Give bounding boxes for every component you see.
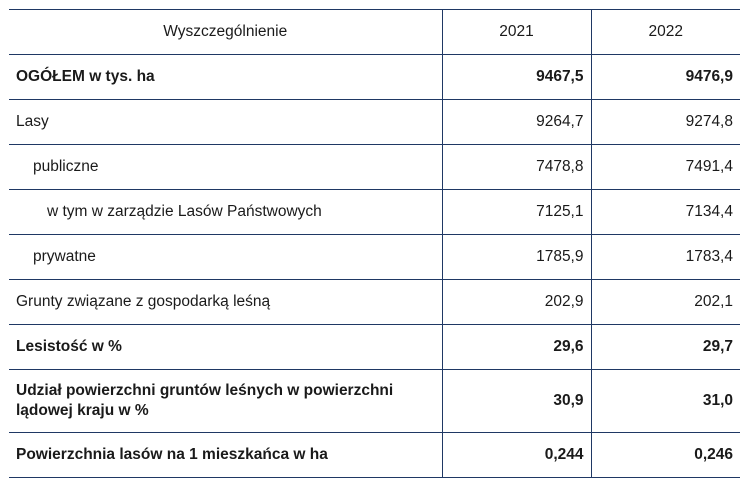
forest-area-table	[9, 9, 740, 478]
row-label: OGÓŁEM w tys. ha	[9, 55, 442, 100]
table-row	[9, 190, 740, 235]
row-label: w tym w zarządzie Lasów Państwowych	[9, 190, 442, 235]
value-2022: 0,246	[591, 433, 740, 478]
value-2021: 202,9	[442, 280, 591, 325]
table-row	[9, 235, 740, 280]
value-2021: 29,6	[442, 325, 591, 370]
row-label: Powierzchnia lasów na 1 mieszkańca w ha	[9, 433, 442, 478]
value-2021: 9467,5	[442, 55, 591, 100]
row-label: publiczne	[9, 145, 442, 190]
value-2022: 1783,4	[591, 235, 740, 280]
value-2021: 1785,9	[442, 235, 591, 280]
row-label: prywatne	[9, 235, 442, 280]
table-row	[9, 280, 740, 325]
table-row	[9, 145, 740, 190]
table-row	[9, 370, 740, 433]
value-2022: 9476,9	[591, 55, 740, 100]
table-row	[9, 55, 740, 100]
header-year-2022: 2022	[591, 10, 740, 55]
row-label: Udział powierzchni gruntów leśnych w powierzchni lądowej kraju w %	[9, 370, 442, 433]
row-label: Grunty związane z gospodarką leśną	[9, 280, 442, 325]
value-2021: 30,9	[442, 370, 591, 433]
value-2022: 29,7	[591, 325, 740, 370]
value-2021: 9264,7	[442, 100, 591, 145]
header-year-2021: 2021	[442, 10, 591, 55]
value-2022: 9274,8	[591, 100, 740, 145]
row-label: Lasy	[9, 100, 442, 145]
table-row	[9, 100, 740, 145]
value-2021: 7478,8	[442, 145, 591, 190]
table-row	[9, 433, 740, 478]
table-row	[9, 325, 740, 370]
header-label: Wyszczególnienie	[9, 10, 442, 55]
value-2021: 7125,1	[442, 190, 591, 235]
table-header-row	[9, 10, 740, 55]
value-2021: 0,244	[442, 433, 591, 478]
value-2022: 202,1	[591, 280, 740, 325]
value-2022: 31,0	[591, 370, 740, 433]
value-2022: 7491,4	[591, 145, 740, 190]
value-2022: 7134,4	[591, 190, 740, 235]
row-label: Lesistość w %	[9, 325, 442, 370]
